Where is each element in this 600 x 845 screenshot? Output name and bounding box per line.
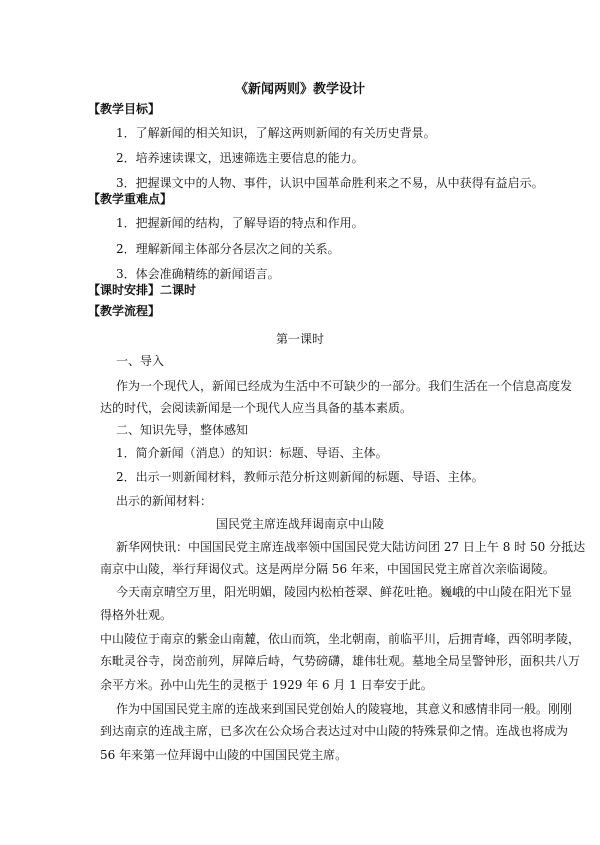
material-label: 出示的新闻材料： — [116, 494, 213, 508]
goal-item-2: 2．培养速读课文，迅速筛选主要信息的能力。 — [116, 151, 364, 165]
goal-item-1: 1．了解新闻的相关知识，了解这两则新闻的有关历史背景。 — [116, 126, 436, 140]
news-paragraph-3-line-3: 余平方米。孙中山先生的灵柩于 1929 年 6 月 1 日奉安于此。 — [100, 678, 433, 692]
keypoint-item-2: 2．理解新闻主体部分各层次之间的关系。 — [116, 242, 340, 256]
flow-heading: 【教学流程】 — [88, 304, 161, 318]
news-paragraph-3-line-1: 中山陵位于南京的紫金山南麓，依山而筑，坐北朝南，前临平川，后拥青峰，西邻明孝陵， — [100, 632, 581, 646]
news-paragraph-4-line-3: 56 年来第一位拜谒中山陵的中国国民党主席。 — [100, 748, 348, 762]
lesson-title: 第一课时 — [275, 332, 324, 346]
intro-line-1: 作为一个现代人，新闻已经成为生活中不可缺少的一部分。我们生活在一个信息高度发 — [116, 379, 573, 393]
knowledge-item-2: 2．出示一则新闻材料，教师示范分析这则新闻的标题、导语、主体。 — [116, 470, 484, 484]
keypoints-heading: 【教学重难点】 — [88, 192, 173, 206]
goal-item-3: 3．把握课文中的人物、事件，认识中国革命胜利来之不易，从中获得有益启示。 — [116, 176, 544, 190]
intro-line-2: 达的时代，会阅读新闻是一个现代人应当具备的基本素质。 — [100, 401, 413, 415]
keypoint-item-1: 1．把握新闻的结构，了解导语的特点和作用。 — [116, 216, 364, 230]
news-paragraph-1-line-1: 新华网快讯：中国国民党主席连战率领中国国民党大陆访问团 27 日上午 8 时 50 分抵达 — [116, 540, 586, 554]
knowledge-item-1: 1．简介新闻（消息）的知识：标题、导语、主体。 — [116, 446, 388, 460]
goals-heading: 【教学目标】 — [88, 102, 161, 116]
news-paragraph-1-line-2: 南京中山陵，举行拜谒仪式。这是两岸分隔 56 年来，中国国民党主席首次亲临谒陵。 — [100, 562, 555, 576]
news-paragraph-2-line-2: 得格外壮观。 — [100, 608, 173, 622]
schedule-line: 【课时安排】二课时 — [88, 283, 197, 297]
news-paragraph-3-line-2: 东毗灵谷寺，岗峦前列，屏障后峙，气势磅礴，雄伟壮观。墓地全局呈警钟形，面积共八万 — [100, 654, 581, 668]
document-title: 《新闻两则》教学设计 — [234, 82, 365, 97]
intro-heading: 一、导入 — [116, 354, 165, 368]
news-paragraph-2-line-1: 今天南京晴空万里，阳光明媚，陵园内松柏苍翠、鲜花吐艳。巍峨的中山陵在阳光下显 — [116, 585, 573, 599]
news-paragraph-4-line-1: 作为中国国民党主席的连战来到国民党创始人的陵寝地，其意义和感情非同一般。刚刚 — [116, 702, 573, 716]
news-title: 国民党主席连战拜谒南京中山陵 — [215, 517, 384, 531]
keypoint-item-3: 3．体会准确精练的新闻语言。 — [116, 267, 280, 281]
knowledge-heading: 二、知识先导，整体感知 — [116, 423, 249, 437]
news-paragraph-4-line-2: 到达南京的连战主席，已多次在公众场合表达过对中山陵的特殊景仰之情。连战也将成为 — [100, 724, 569, 738]
